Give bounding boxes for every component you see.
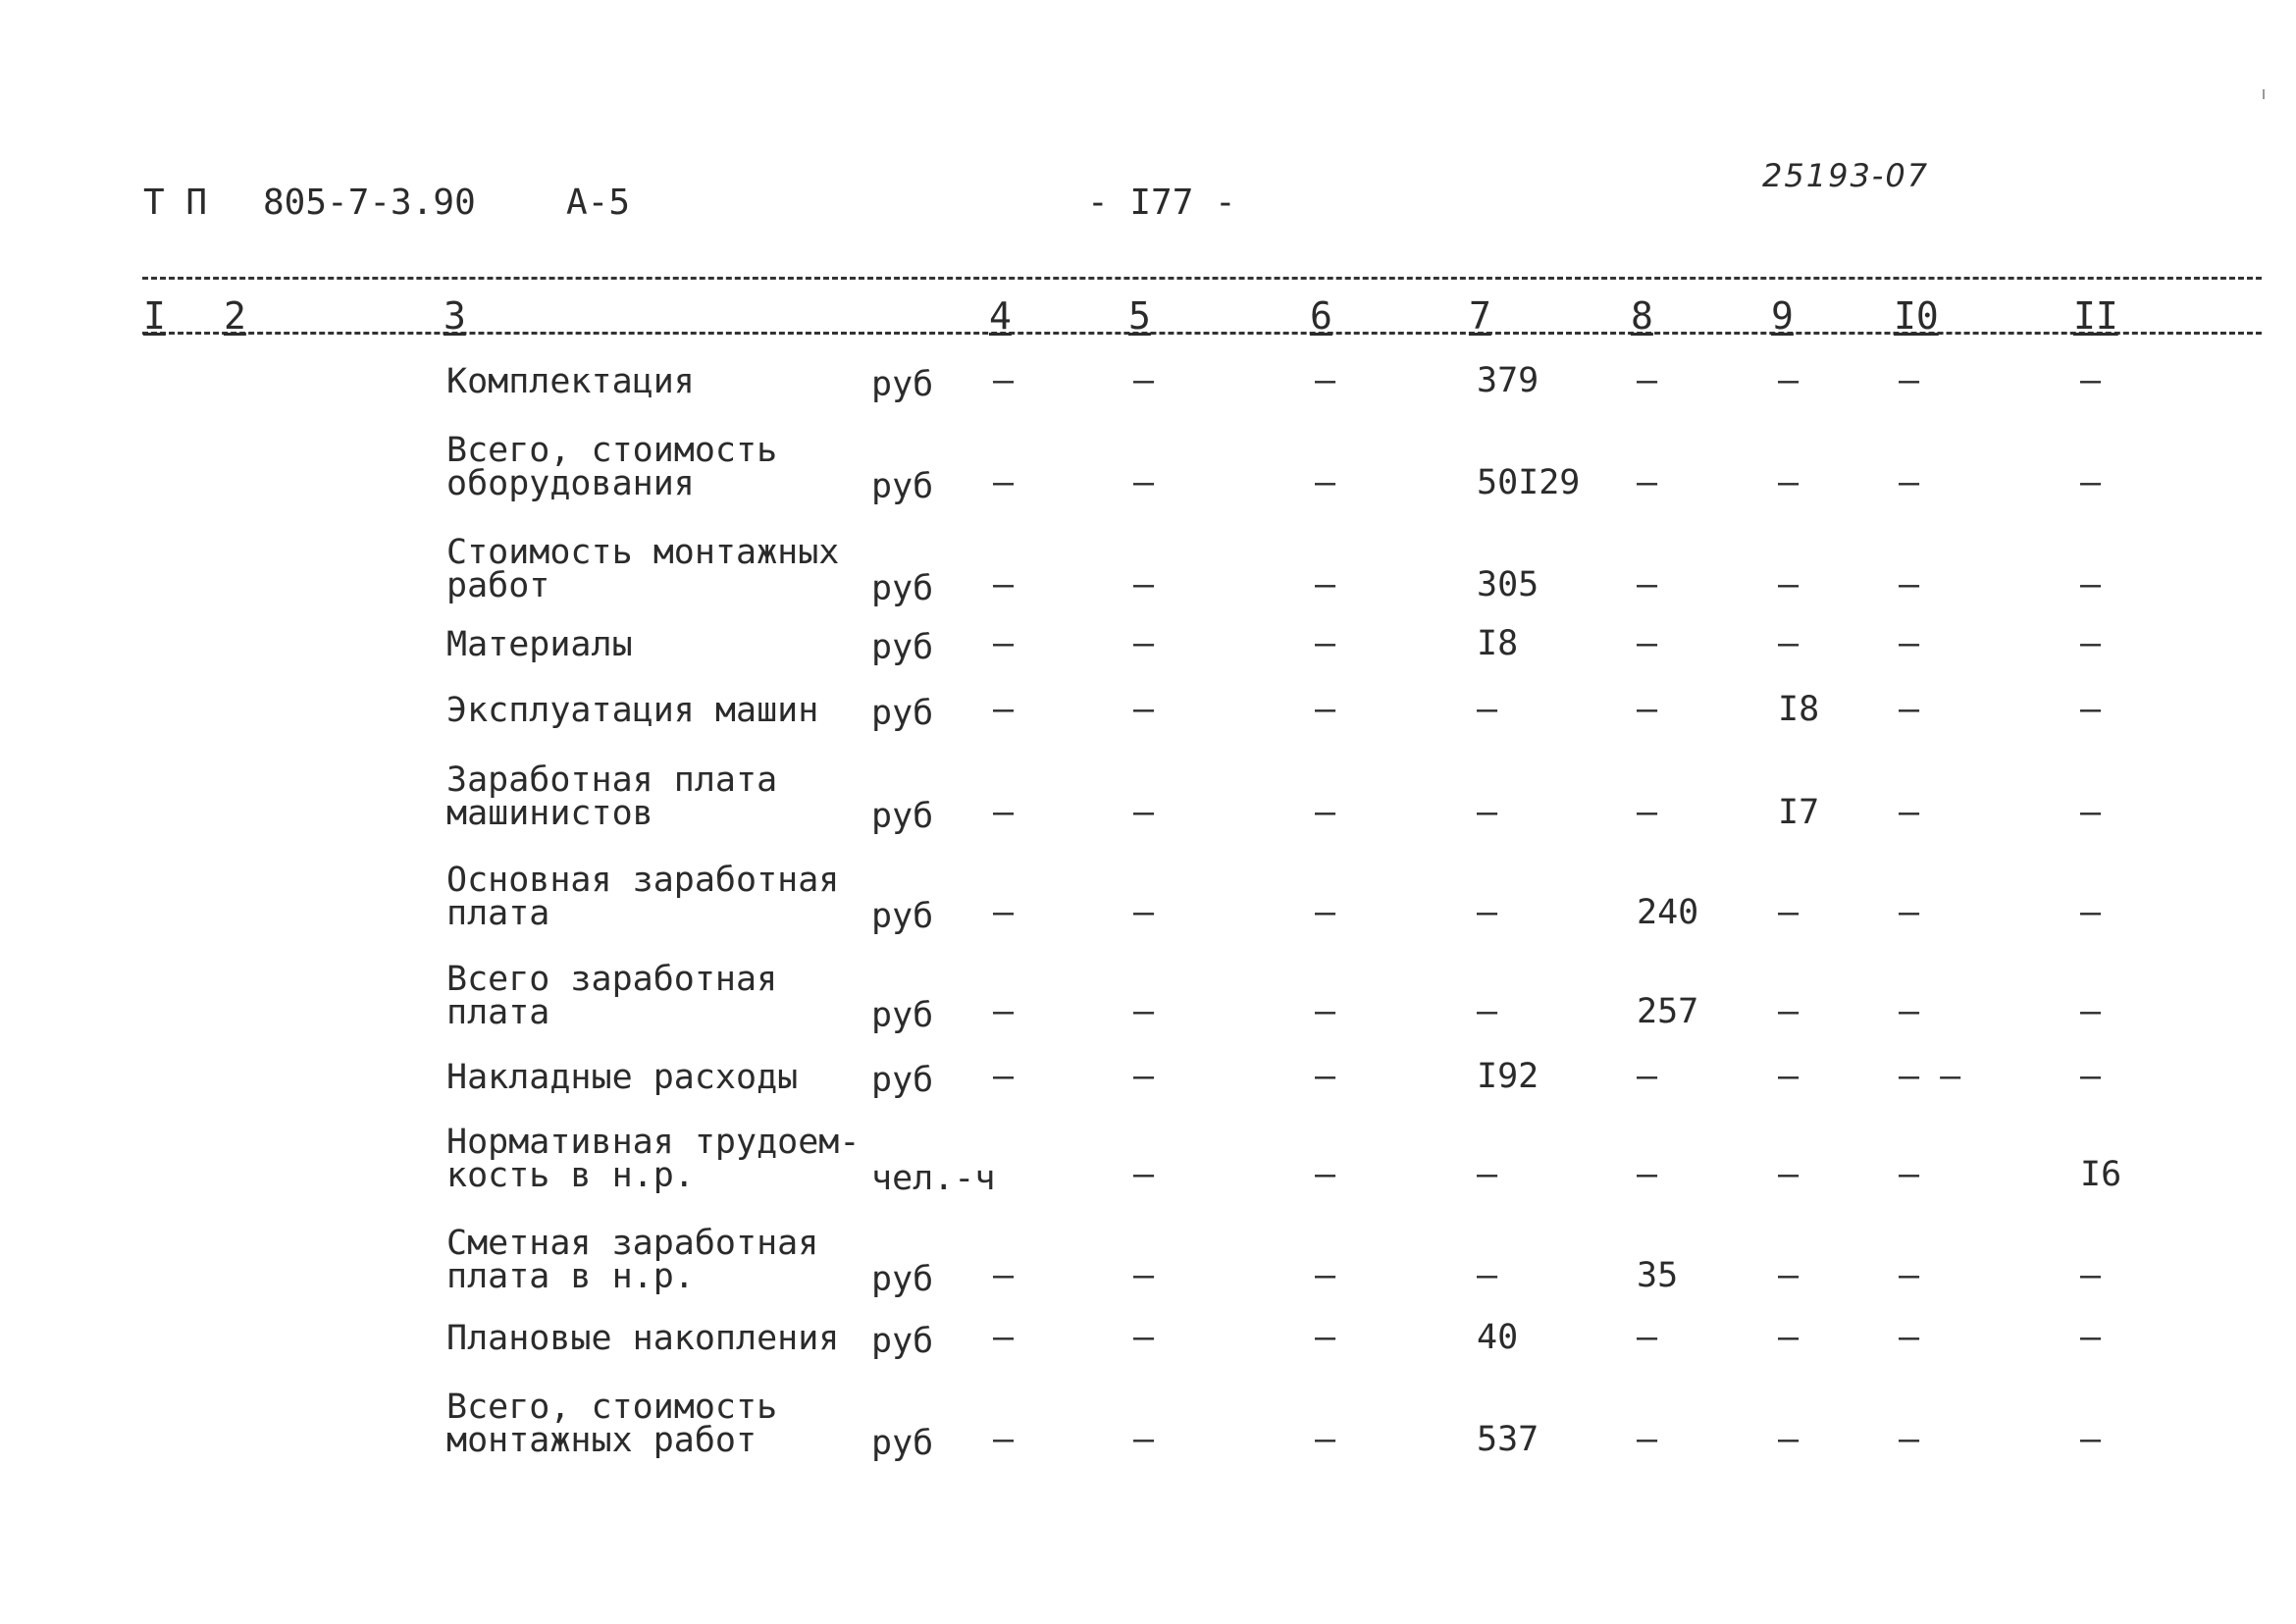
column-number-text: 6: [1310, 294, 1332, 338]
table-cell: –: [1133, 624, 1155, 663]
row-unit: руб: [871, 1424, 934, 1463]
table-cell: –: [2080, 1420, 2102, 1459]
table-cell: –: [1315, 893, 1336, 932]
table-cell: –: [1133, 992, 1155, 1031]
table-cell: –: [1899, 690, 1920, 729]
column-number-text: 3: [444, 294, 466, 338]
page-number: - I77 -: [1087, 183, 1236, 223]
table-cell: –: [1315, 565, 1336, 604]
row-name-line: плата: [446, 894, 550, 933]
table-cell: –: [1778, 893, 1800, 932]
column-number: [143, 294, 166, 338]
table-cell: –: [1778, 565, 1800, 604]
row-name-line: кость в н.р.: [446, 1156, 695, 1195]
row-name: [446, 1388, 778, 1460]
table-cell: 305: [1477, 565, 1539, 604]
table-cell: –: [993, 624, 1015, 663]
row-name: [446, 1123, 861, 1195]
row-unit: руб: [871, 897, 934, 936]
table-cell: –: [1133, 690, 1155, 729]
row-name: [446, 1224, 819, 1296]
column-number-text: II: [2073, 294, 2118, 338]
table-cell: 50I29: [1477, 463, 1581, 502]
column-number-text: I: [143, 294, 166, 338]
row-unit: руб: [871, 797, 934, 836]
table-cell: –: [1778, 361, 1800, 400]
table-cell: –: [1778, 463, 1800, 502]
row-name: [446, 533, 840, 605]
table-cell: –: [1133, 1057, 1155, 1096]
column-number-text: 8: [1631, 294, 1653, 338]
table-cell: –: [1315, 624, 1336, 663]
column-number: [989, 294, 1012, 338]
table-cell: –: [1899, 565, 1920, 604]
table-cell: –: [1637, 565, 1658, 604]
table-cell: –: [1778, 1256, 1800, 1295]
table-cell: 379: [1477, 361, 1539, 400]
row-name: [446, 1319, 840, 1358]
table-cell: –: [1133, 1256, 1155, 1295]
table-cell: –: [1637, 1318, 1658, 1357]
table-cell: –: [1899, 463, 1920, 502]
table-cell: –: [1899, 1420, 1920, 1459]
table-cell: –: [1133, 463, 1155, 502]
table-cell: –: [1315, 1155, 1336, 1194]
table-cell: –: [1133, 1420, 1155, 1459]
table-cell: –: [2080, 361, 2102, 400]
table-cell: –: [2080, 793, 2102, 832]
row-unit: руб: [871, 628, 934, 667]
table-cell: –: [1899, 361, 1920, 400]
table-cell: –: [993, 992, 1015, 1031]
column-number: [444, 294, 466, 338]
row-name-line: работ: [446, 566, 550, 605]
album-label: А-5: [566, 183, 631, 223]
table-cell: –: [1778, 992, 1800, 1031]
table-cell: –: [1315, 361, 1336, 400]
row-name: [446, 431, 778, 503]
table-cell: –: [1315, 1318, 1336, 1357]
row-unit: руб: [871, 694, 934, 733]
row-name-line: Всего заработная: [446, 960, 778, 999]
table-cell: 257: [1637, 992, 1699, 1031]
corner-mark: [2263, 89, 2270, 99]
table-cell: –: [1315, 793, 1336, 832]
table-cell: –: [1778, 624, 1800, 663]
row-name-line: оборудования: [446, 464, 695, 503]
table-cell: –: [1637, 690, 1658, 729]
column-number: [2073, 294, 2118, 338]
table-cell: –: [1637, 793, 1658, 832]
table-cell: I7: [1778, 793, 1820, 832]
table-cell: –: [993, 565, 1015, 604]
row-name-line: машинистов: [446, 794, 653, 833]
column-number: [1469, 294, 1491, 338]
table-cell: –: [993, 1057, 1015, 1096]
column-number-text: 4: [989, 294, 1012, 338]
row-unit: руб: [871, 1322, 934, 1361]
table-cell: –: [2080, 893, 2102, 932]
column-number-text: 2: [224, 294, 246, 338]
row-name-line: плата: [446, 993, 550, 1032]
table-cell: –: [1315, 463, 1336, 502]
table-cell: I92: [1477, 1057, 1539, 1096]
row-name-line: Заработная плата: [446, 760, 778, 800]
table-cell: –: [1778, 1420, 1800, 1459]
table-cell: –: [1133, 361, 1155, 400]
row-unit: руб: [871, 1061, 934, 1100]
table-cell: –: [1477, 793, 1498, 832]
table-cell: 537: [1477, 1420, 1539, 1459]
table-cell: –: [1778, 1155, 1800, 1194]
row-name: [446, 760, 778, 833]
table-top-rule: [142, 277, 2262, 280]
series-label: Т П: [143, 183, 208, 223]
table-cell: –: [1477, 1256, 1498, 1295]
table-cell: –: [1315, 1420, 1336, 1459]
table-cell: –: [2080, 463, 2102, 502]
column-number-text: I0: [1894, 294, 1939, 338]
row-unit: руб: [871, 996, 934, 1035]
column-number: [224, 294, 246, 338]
table-cell: –: [1637, 1057, 1658, 1096]
table-cell: –: [1477, 690, 1498, 729]
table-cell: –: [1315, 690, 1336, 729]
table-cell: –: [1899, 893, 1920, 932]
row-name-line: Сметная заработная: [446, 1224, 819, 1263]
row-name: [446, 1058, 799, 1097]
row-name-line: Материалы: [446, 625, 633, 664]
row-name-line: плата в н.р.: [446, 1257, 695, 1296]
table-cell: –: [1637, 1420, 1658, 1459]
table-cell: –: [1133, 893, 1155, 932]
row-name: [446, 362, 695, 401]
column-number: [1771, 294, 1794, 338]
table-cell: –: [1637, 624, 1658, 663]
table-cell: –: [1133, 565, 1155, 604]
column-number-text: 9: [1771, 294, 1794, 338]
table-cell: –: [993, 1256, 1015, 1295]
row-name-line: Накладные расходы: [446, 1058, 799, 1097]
column-number: [1631, 294, 1653, 338]
table-cell: –: [1778, 1057, 1800, 1096]
row-name-line: Нормативная трудоем-: [446, 1123, 861, 1162]
table-cell: –: [1899, 1256, 1920, 1295]
table-cell: 40: [1477, 1318, 1519, 1357]
table-cell: I8: [1477, 624, 1519, 663]
table-cell: –: [993, 793, 1015, 832]
table-cell: – –: [1899, 1057, 1961, 1096]
table-cell: –: [1637, 361, 1658, 400]
table-cell: 35: [1637, 1256, 1679, 1295]
table-cell: –: [1133, 1318, 1155, 1357]
column-number-text: 5: [1128, 294, 1151, 338]
row-name-line: Основная заработная: [446, 861, 840, 900]
row-name: [446, 625, 633, 664]
row-name-line: Эксплуатация машин: [446, 691, 819, 730]
row-unit: руб: [871, 467, 934, 506]
table-cell: –: [2080, 1256, 2102, 1295]
table-cell: –: [1899, 624, 1920, 663]
table-cell: –: [993, 1420, 1015, 1459]
table-cell: –: [993, 1318, 1015, 1357]
table-cell: 240: [1637, 893, 1699, 932]
row-unit: руб: [871, 569, 934, 608]
row-name: [446, 960, 778, 1032]
column-number: [1310, 294, 1332, 338]
row-name-line: Всего, стоимость: [446, 1388, 778, 1427]
table-cell: –: [2080, 624, 2102, 663]
table-cell: –: [993, 690, 1015, 729]
row-name-line: монтажных работ: [446, 1421, 757, 1460]
table-cell: –: [993, 463, 1015, 502]
table-cell: –: [1315, 992, 1336, 1031]
table-cell: –: [1637, 463, 1658, 502]
table-cell: –: [2080, 1318, 2102, 1357]
row-unit: руб: [871, 365, 934, 404]
project-number: 805-7-3.90: [263, 183, 476, 223]
row-unit: чел.-ч: [871, 1159, 996, 1198]
row-name: [446, 691, 819, 730]
column-number: [1128, 294, 1151, 338]
table-cell: –: [1133, 1155, 1155, 1194]
row-name-line: Комплектация: [446, 362, 695, 401]
table-cell: –: [993, 361, 1015, 400]
table-cell: –: [993, 893, 1015, 932]
table-cell: –: [1477, 893, 1498, 932]
row-name-line: Плановые накопления: [446, 1319, 840, 1358]
table-cell: –: [1477, 992, 1498, 1031]
table-cell: –: [1778, 1318, 1800, 1357]
row-name-line: Всего, стоимость: [446, 431, 778, 470]
table-cell: –: [1133, 793, 1155, 832]
table-cell: –: [1899, 992, 1920, 1031]
table-cell: I6: [2080, 1155, 2122, 1194]
column-number-text: 7: [1469, 294, 1491, 338]
table-cell: –: [2080, 565, 2102, 604]
row-unit: руб: [871, 1260, 934, 1299]
table-cell: –: [1899, 793, 1920, 832]
row-name: [446, 861, 840, 933]
table-cell: –: [1637, 1155, 1658, 1194]
column-number: [1894, 294, 1939, 338]
table-cell: –: [1477, 1155, 1498, 1194]
table-cell: –: [1315, 1057, 1336, 1096]
table-cell: –: [1899, 1155, 1920, 1194]
table-cell: –: [2080, 992, 2102, 1031]
table-cell: I8: [1778, 690, 1820, 729]
document-code: 25193-07: [1762, 157, 1930, 194]
table-cell: –: [2080, 690, 2102, 729]
table-cell: –: [1315, 1256, 1336, 1295]
table-cell: –: [2080, 1057, 2102, 1096]
table-cell: –: [1899, 1318, 1920, 1357]
row-name-line: Стоимость монтажных: [446, 533, 840, 572]
